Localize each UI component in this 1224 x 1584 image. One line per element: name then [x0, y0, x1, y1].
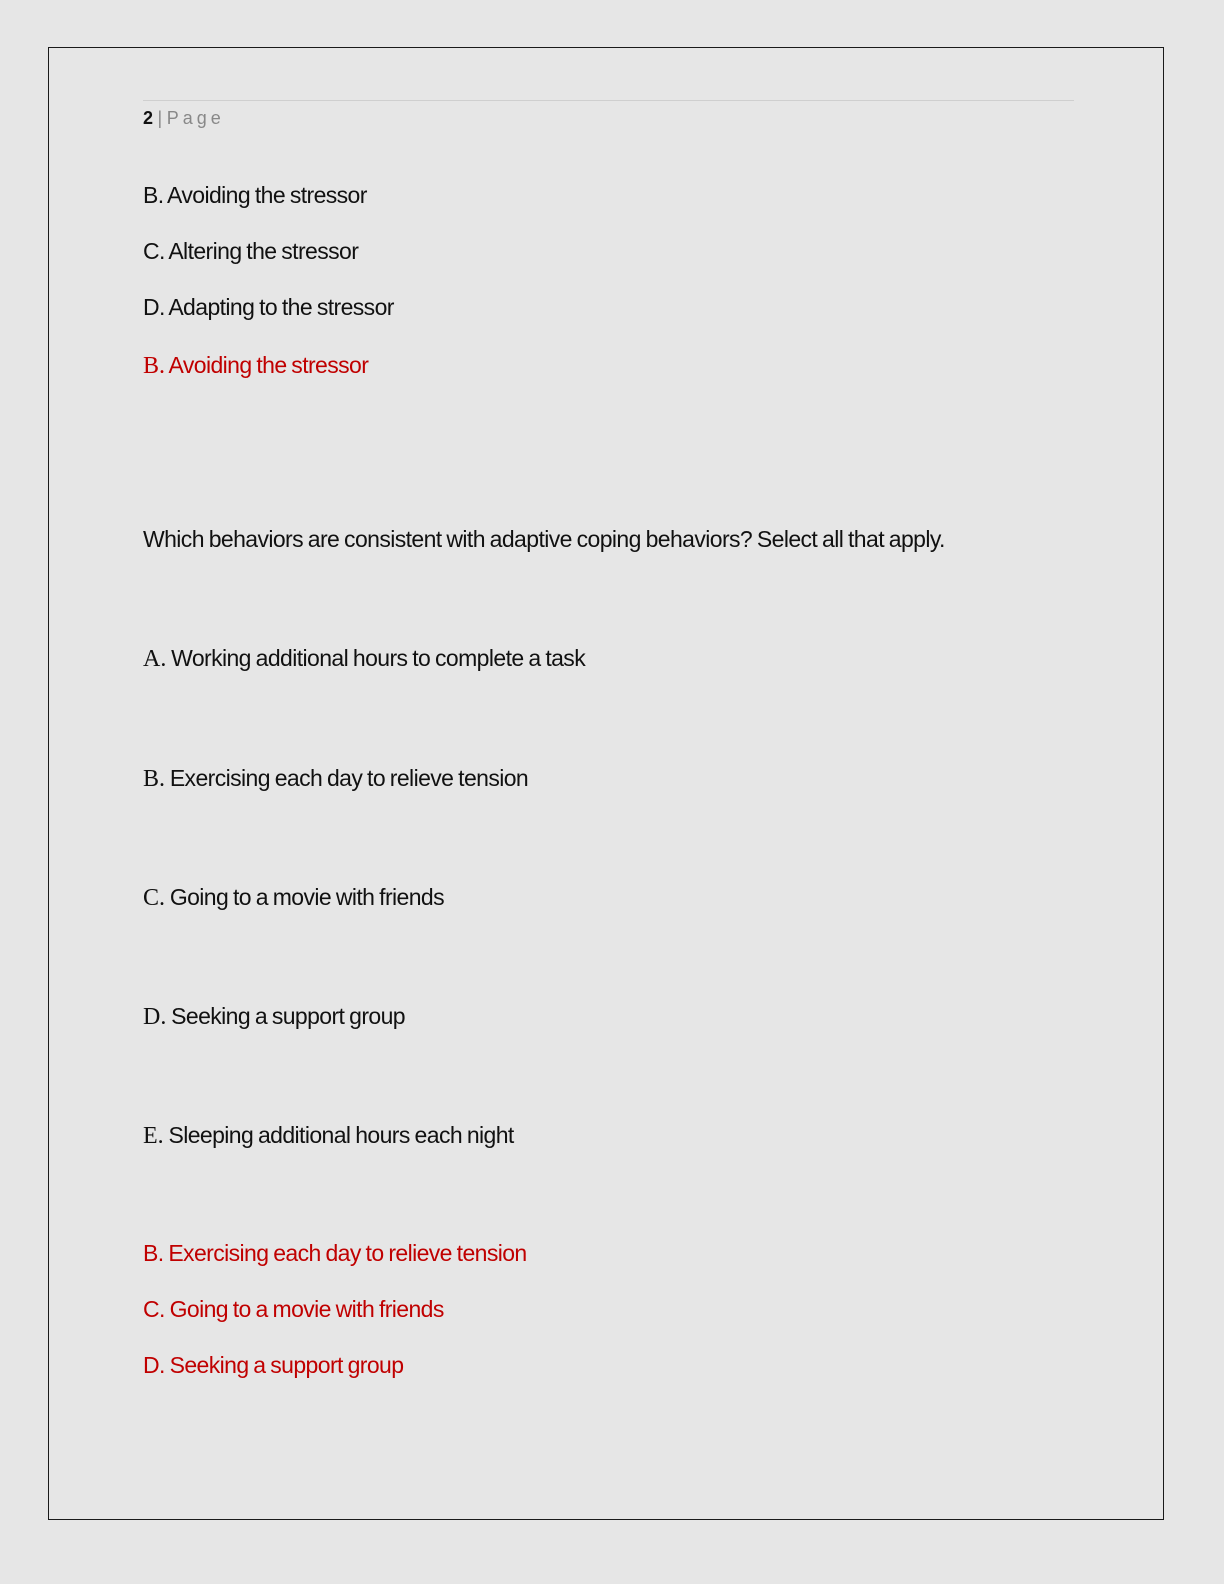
header-rule [143, 100, 1074, 101]
prev-option-d: D. Adapting to the stressor [143, 294, 394, 320]
option-b [143, 764, 528, 793]
question-stem: Which behaviors are consistent with adaptive coping behaviors? Select all that apply. [143, 526, 945, 552]
option-e-text: Sleeping additional hours each night [168, 1122, 514, 1148]
header-separator: | [157, 108, 163, 128]
prev-option-c: C. Altering the stressor [143, 238, 359, 264]
prev-answer [143, 351, 368, 380]
option-a-letter: A. [143, 646, 167, 672]
option-a [143, 644, 585, 673]
option-c-text: Going to a movie with friends [169, 884, 444, 910]
answer-d: D. Seeking a support group [143, 1352, 404, 1378]
prev-answer-text: Avoiding the stressor [168, 352, 369, 378]
option-e-letter: E. [143, 1123, 164, 1149]
option-d [143, 1002, 405, 1031]
option-d-text: Seeking a support group [171, 1003, 405, 1029]
option-e [143, 1121, 514, 1150]
option-a-text: Working additional hours to complete a task [171, 645, 586, 671]
page-label: Page [166, 108, 225, 128]
prev-option-b: B. Avoiding the stressor [143, 182, 367, 208]
answer-c: C. Going to a movie with friends [143, 1296, 444, 1322]
option-d-letter: D. [143, 1004, 167, 1030]
answer-b: B. Exercising each day to relieve tension [143, 1240, 527, 1266]
page-header [143, 107, 225, 129]
option-c-letter: C. [143, 885, 166, 911]
page-number: 2 [143, 108, 154, 128]
option-b-letter: B. [143, 766, 166, 792]
option-c [143, 883, 444, 912]
option-b-text: Exercising each day to relieve tension [169, 765, 529, 791]
prev-answer-letter: B. [143, 353, 166, 379]
